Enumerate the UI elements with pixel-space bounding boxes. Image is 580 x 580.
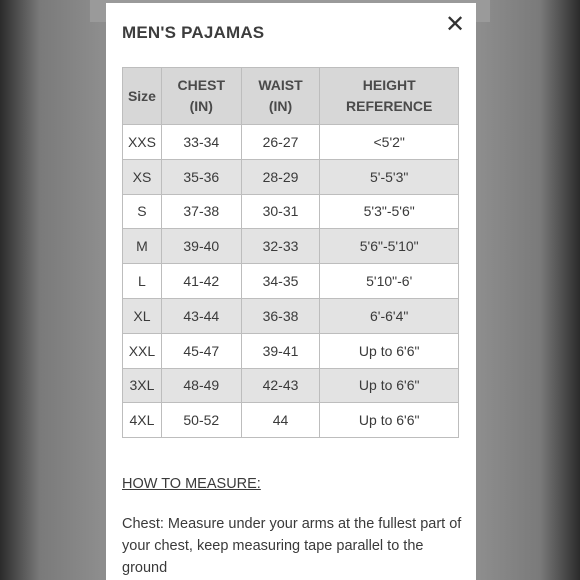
cell-chest: 43-44 — [161, 298, 241, 333]
cell-waist: 39-41 — [241, 333, 320, 368]
header-size — [123, 68, 162, 125]
cell-chest: 45-47 — [161, 333, 241, 368]
header-chest-line2: (IN) — [189, 98, 213, 114]
cell-size: XXL — [123, 333, 162, 368]
cell-height: 5'10"-6' — [320, 264, 459, 299]
table-row — [123, 229, 459, 264]
cell-height: <5'2" — [320, 125, 459, 160]
cell-height: 5'6"-5'10" — [320, 229, 459, 264]
cell-chest: 39-40 — [161, 229, 241, 264]
table-row — [123, 125, 459, 160]
cell-height: 6'-6'4" — [320, 298, 459, 333]
table-row — [123, 368, 459, 403]
header-chest-line1: CHEST — [177, 77, 225, 93]
modal-title: MEN'S PAJAMAS — [122, 23, 265, 42]
header-height-line1: HEIGHT — [362, 77, 416, 93]
cell-size: S — [123, 194, 162, 229]
table-body — [123, 125, 459, 438]
cell-chest: 35-36 — [161, 159, 241, 194]
cell-waist: 36-38 — [241, 298, 320, 333]
cell-waist: 44 — [241, 403, 320, 438]
header-height — [320, 68, 459, 125]
table-row — [123, 194, 459, 229]
cell-chest: 48-49 — [161, 368, 241, 403]
cell-size: 4XL — [123, 403, 162, 438]
cell-waist: 32-33 — [241, 229, 320, 264]
cell-size: M — [123, 229, 162, 264]
cell-waist: 34-35 — [241, 264, 320, 299]
header-height-line2: REFERENCE — [346, 98, 433, 114]
cell-waist: 26-27 — [241, 125, 320, 160]
cell-size: XS — [123, 159, 162, 194]
cell-chest: 50-52 — [161, 403, 241, 438]
header-waist-line2: (IN) — [268, 98, 293, 114]
cell-height: Up to 6'6" — [320, 403, 459, 438]
cell-height: 5'-5'3" — [320, 159, 459, 194]
cell-size: XXS — [123, 125, 162, 160]
cell-waist: 42-43 — [241, 368, 320, 403]
how-to-measure-heading: HOW TO MEASURE: — [122, 476, 261, 492]
cell-size: XL — [123, 298, 162, 333]
close-icon[interactable]: ✕ — [444, 10, 466, 38]
cell-waist: 30-31 — [241, 194, 320, 229]
header-waist — [241, 68, 320, 125]
cell-height: Up to 6'6" — [320, 368, 459, 403]
header-chest — [161, 68, 241, 125]
cell-height: Up to 6'6" — [320, 333, 459, 368]
header-waist-line1: WAIST — [258, 77, 303, 93]
table-row — [123, 403, 459, 438]
cell-size: L — [123, 264, 162, 299]
cell-chest: 41-42 — [161, 264, 241, 299]
table-header-row — [123, 68, 459, 125]
table-row — [123, 298, 459, 333]
cell-size: 3XL — [123, 368, 162, 403]
header-size-label: Size — [127, 87, 156, 104]
cell-height: 5'3"-5'6" — [320, 194, 459, 229]
cell-chest: 33-34 — [161, 125, 241, 160]
chest-measure-instructions: Chest: Measure under your arms at the fullest part of your chest, keep measuring tape parallel to the ground — [122, 516, 462, 576]
table-row — [123, 159, 459, 194]
cell-waist: 28-29 — [241, 159, 320, 194]
table-row — [123, 333, 459, 368]
table-row — [123, 264, 459, 299]
size-chart-modal — [106, 3, 476, 580]
size-chart-table — [122, 67, 459, 438]
cell-chest: 37-38 — [161, 194, 241, 229]
